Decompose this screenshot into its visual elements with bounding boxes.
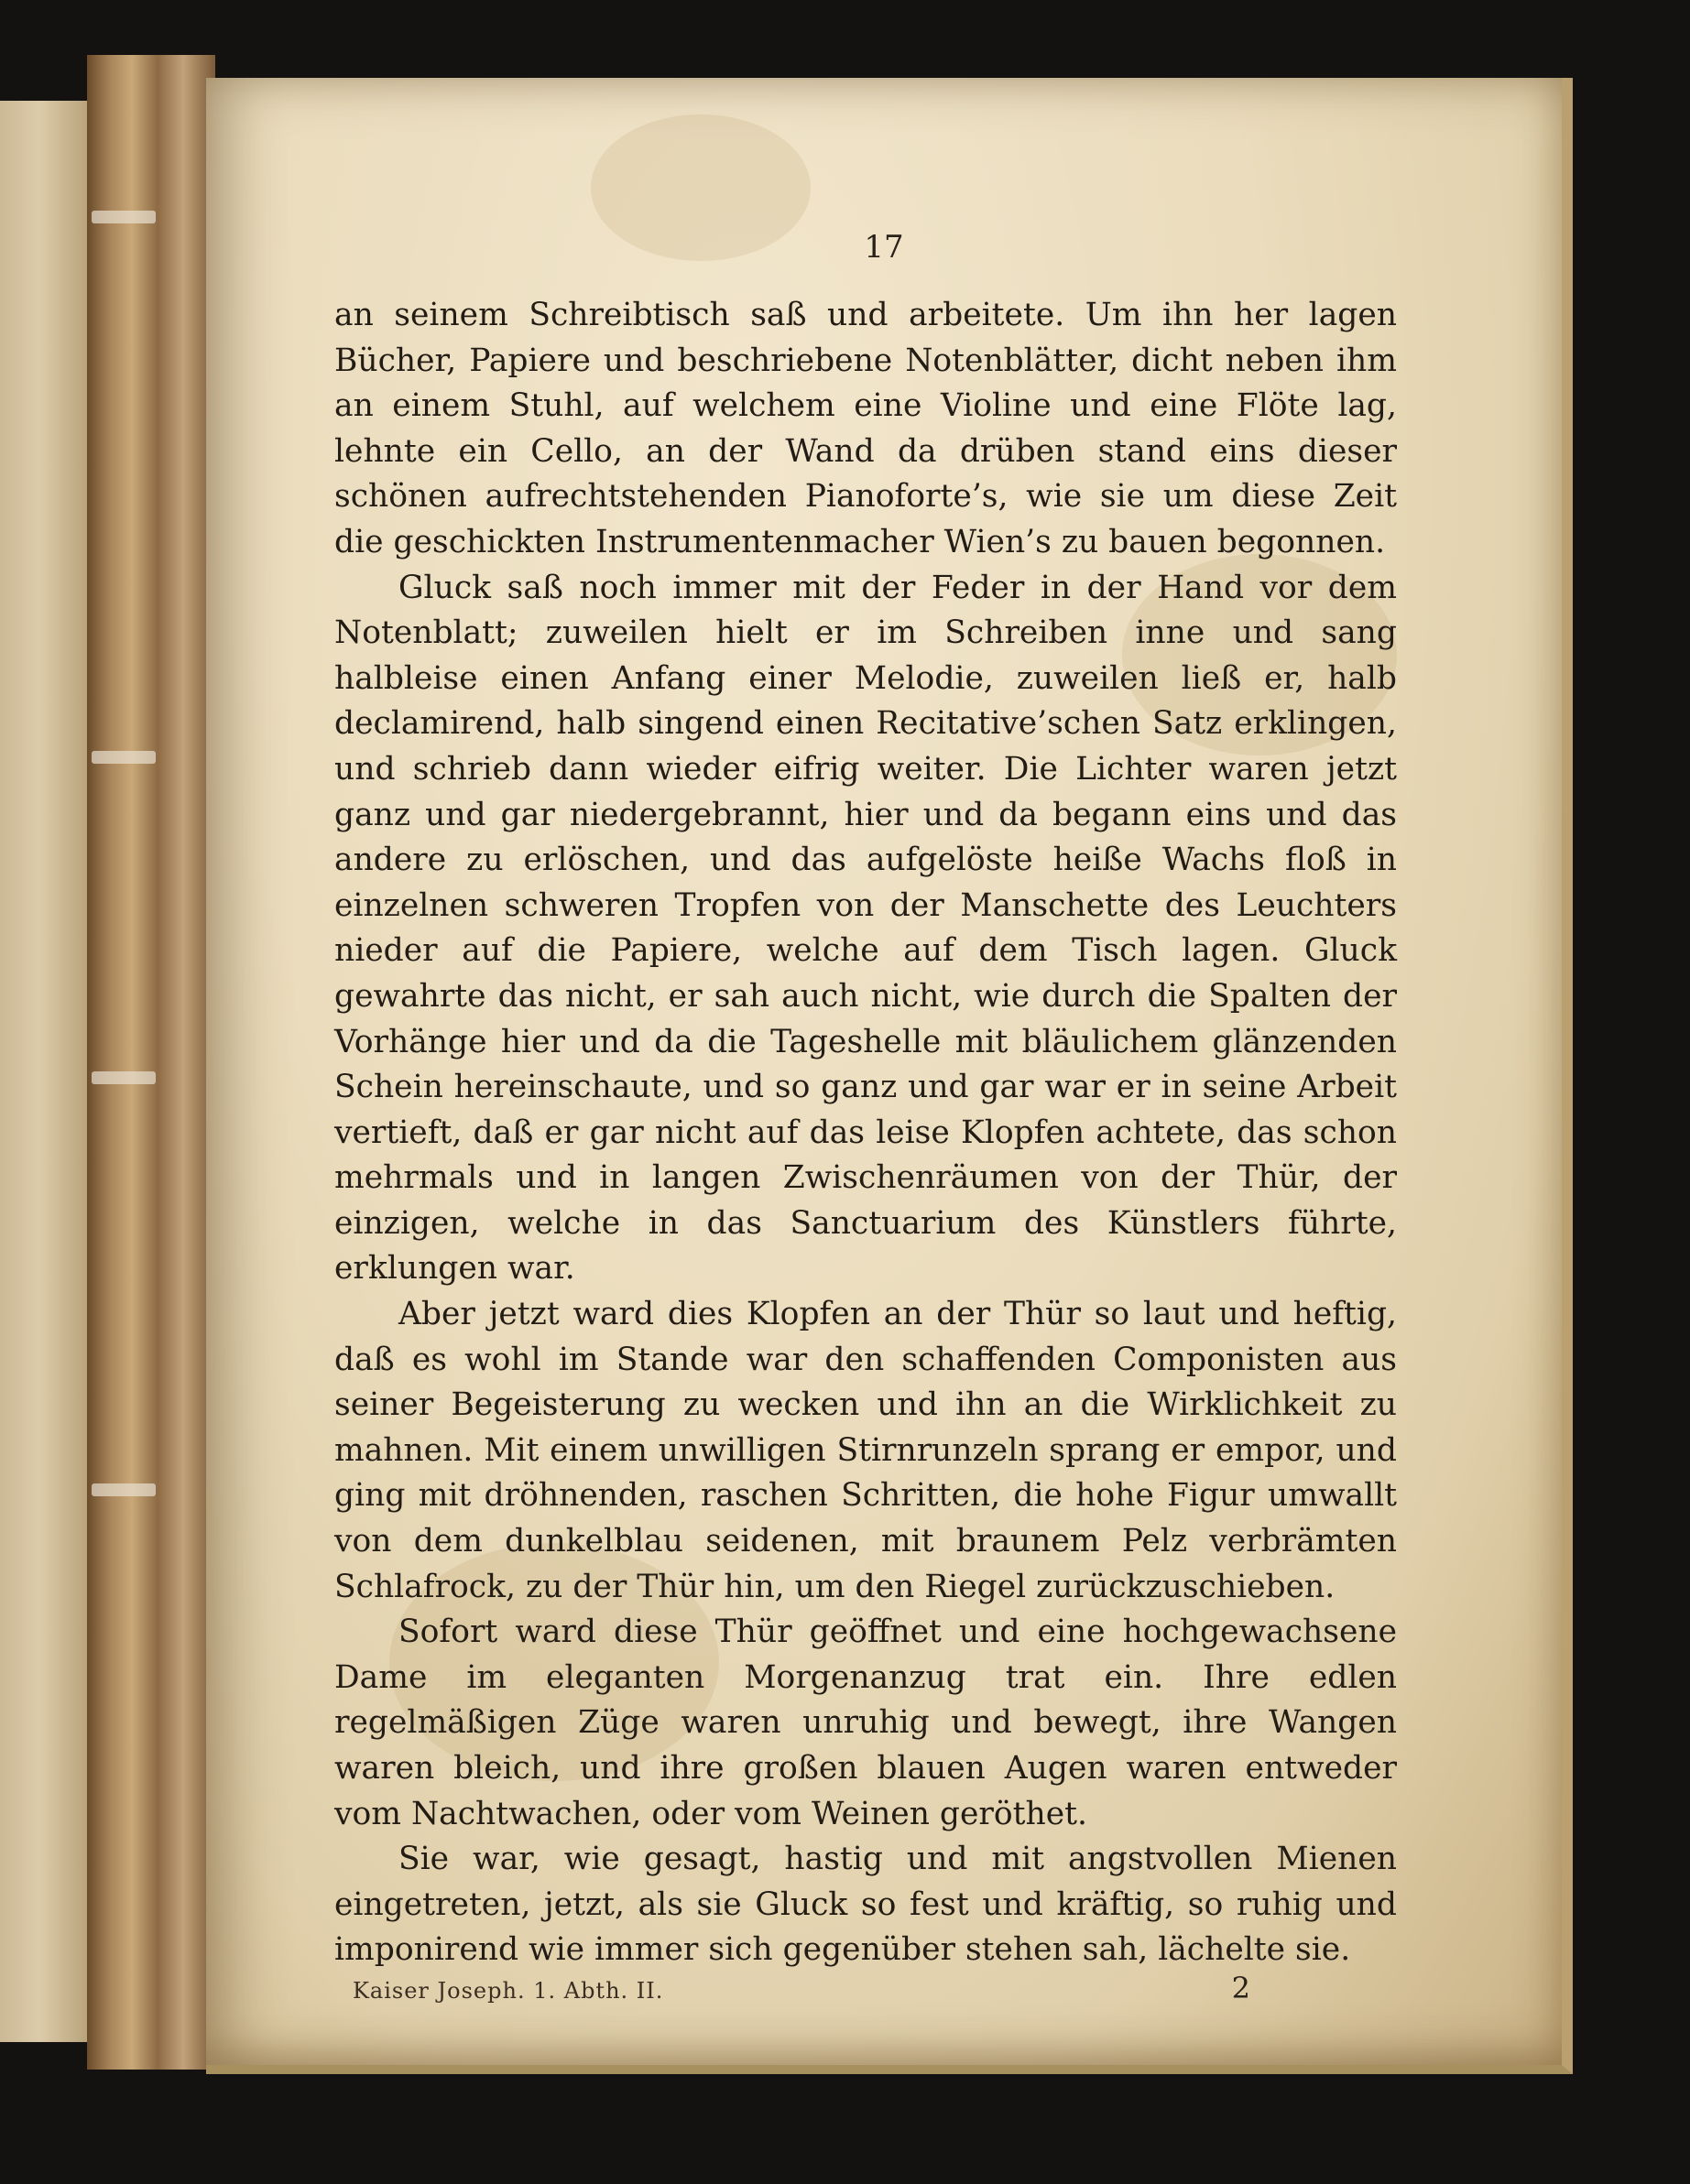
signature-mark: 2 [1231,1971,1250,2005]
paragraph: Sie war, wie gesagt, hastig und mit angstvollen Mienen eingetreten, jetzt, als sie Gluck so fest und kräftig, so ruhig und imponirend wie immer sich gegenüber stehen sah, lächelte sie. [334,1841,1397,1969]
paragraph: Aber jetzt ward dies Klopfen an der Thür so laut und heftig, daß es wohl im Stande war den schaffenden Componisten aus seiner Begeisterung zu wecken und ihn an die Wirklichkeit zu mahnen. Mit einem unwilligen Stirnrunzeln sprang er empor, und ging mit dröhnenden, raschen Schritten, die hohe Figur umwallt von dem dunkelblau seidenen, mit braunem Pelz verbrämten Schlafrock, zu der Thür hin, um den Riegel zurückzuschieben. [334,1296,1397,1605]
page-number: 17 [864,229,904,266]
signature-line: Kaiser Joseph. 1. Abth. II. [353,1978,664,2004]
book-page [206,78,1573,2074]
book-spine [87,55,215,2070]
page-text [334,293,1397,1973]
binding-stitch [92,211,156,223]
page-footer [334,1971,1397,2024]
left-page-edge [0,101,90,2042]
paragraph: an seinem Schreibtisch saß und arbeitete. Um ihn her lagen Bücher, Papiere und beschriebene Notenblätter, dicht neben ihm an einem Stuhl, auf welchem eine Violine und eine Flöte lag, lehnte ein Cello, an der Wand da drüben stand eins dieser schönen aufrechtstehenden Pianoforte’s, wie sie um diese Zeit die geschickten Instrumentenmacher Wien’s zu bauen begonnen. [334,297,1397,560]
paragraph: Sofort ward diese Thür geöffnet und eine hochgewachsene Dame im eleganten Morgenanzug trat ein. Ihre edlen regelmäßigen Züge waren unruhig und bewegt, ihre Wangen waren bleich, und ihre großen blauen Augen waren entweder vom Nachtwachen, oder vom Weinen geröthet. [334,1614,1397,1832]
binding-stitch [92,1483,156,1496]
paragraph: Gluck saß noch immer mit der Feder in der Hand vor dem Notenblatt; zuweilen hielt er im Schreiben inne und sang halbleise einen Anfang einer Melodie, zuweilen ließ er, halb declamirend, halb singend einen Recitative’schen Satz erklingen, und schrieb dann wieder eifrig weiter. Die Lichter waren jetzt ganz und gar niedergebrannt, hier und da begann eins und das andere zu erlöschen, und das aufgelöste heiße Wachs floß in einzelnen schweren Tropfen von der Manschette des Leuchters nieder auf die Papiere, welche auf dem Tisch lagen. Gluck gewahrte das nicht, er sah auch nicht, wie durch die Spalten der Vorhänge hier und da die Tageshelle mit bläulichem glänzenden Schein hereinschaute, und so ganz und gar war er in seine Arbeit vertieft, daß er gar nicht auf das leise Klopfen achtete, das schon mehrmals und in langen Zwischenräumen von der Thür, der einzigen, welche in das Sanctuarium des Künstlers führte, erklungen war. [334,569,1397,1288]
binding-stitch [92,751,156,764]
binding-stitch [92,1071,156,1084]
